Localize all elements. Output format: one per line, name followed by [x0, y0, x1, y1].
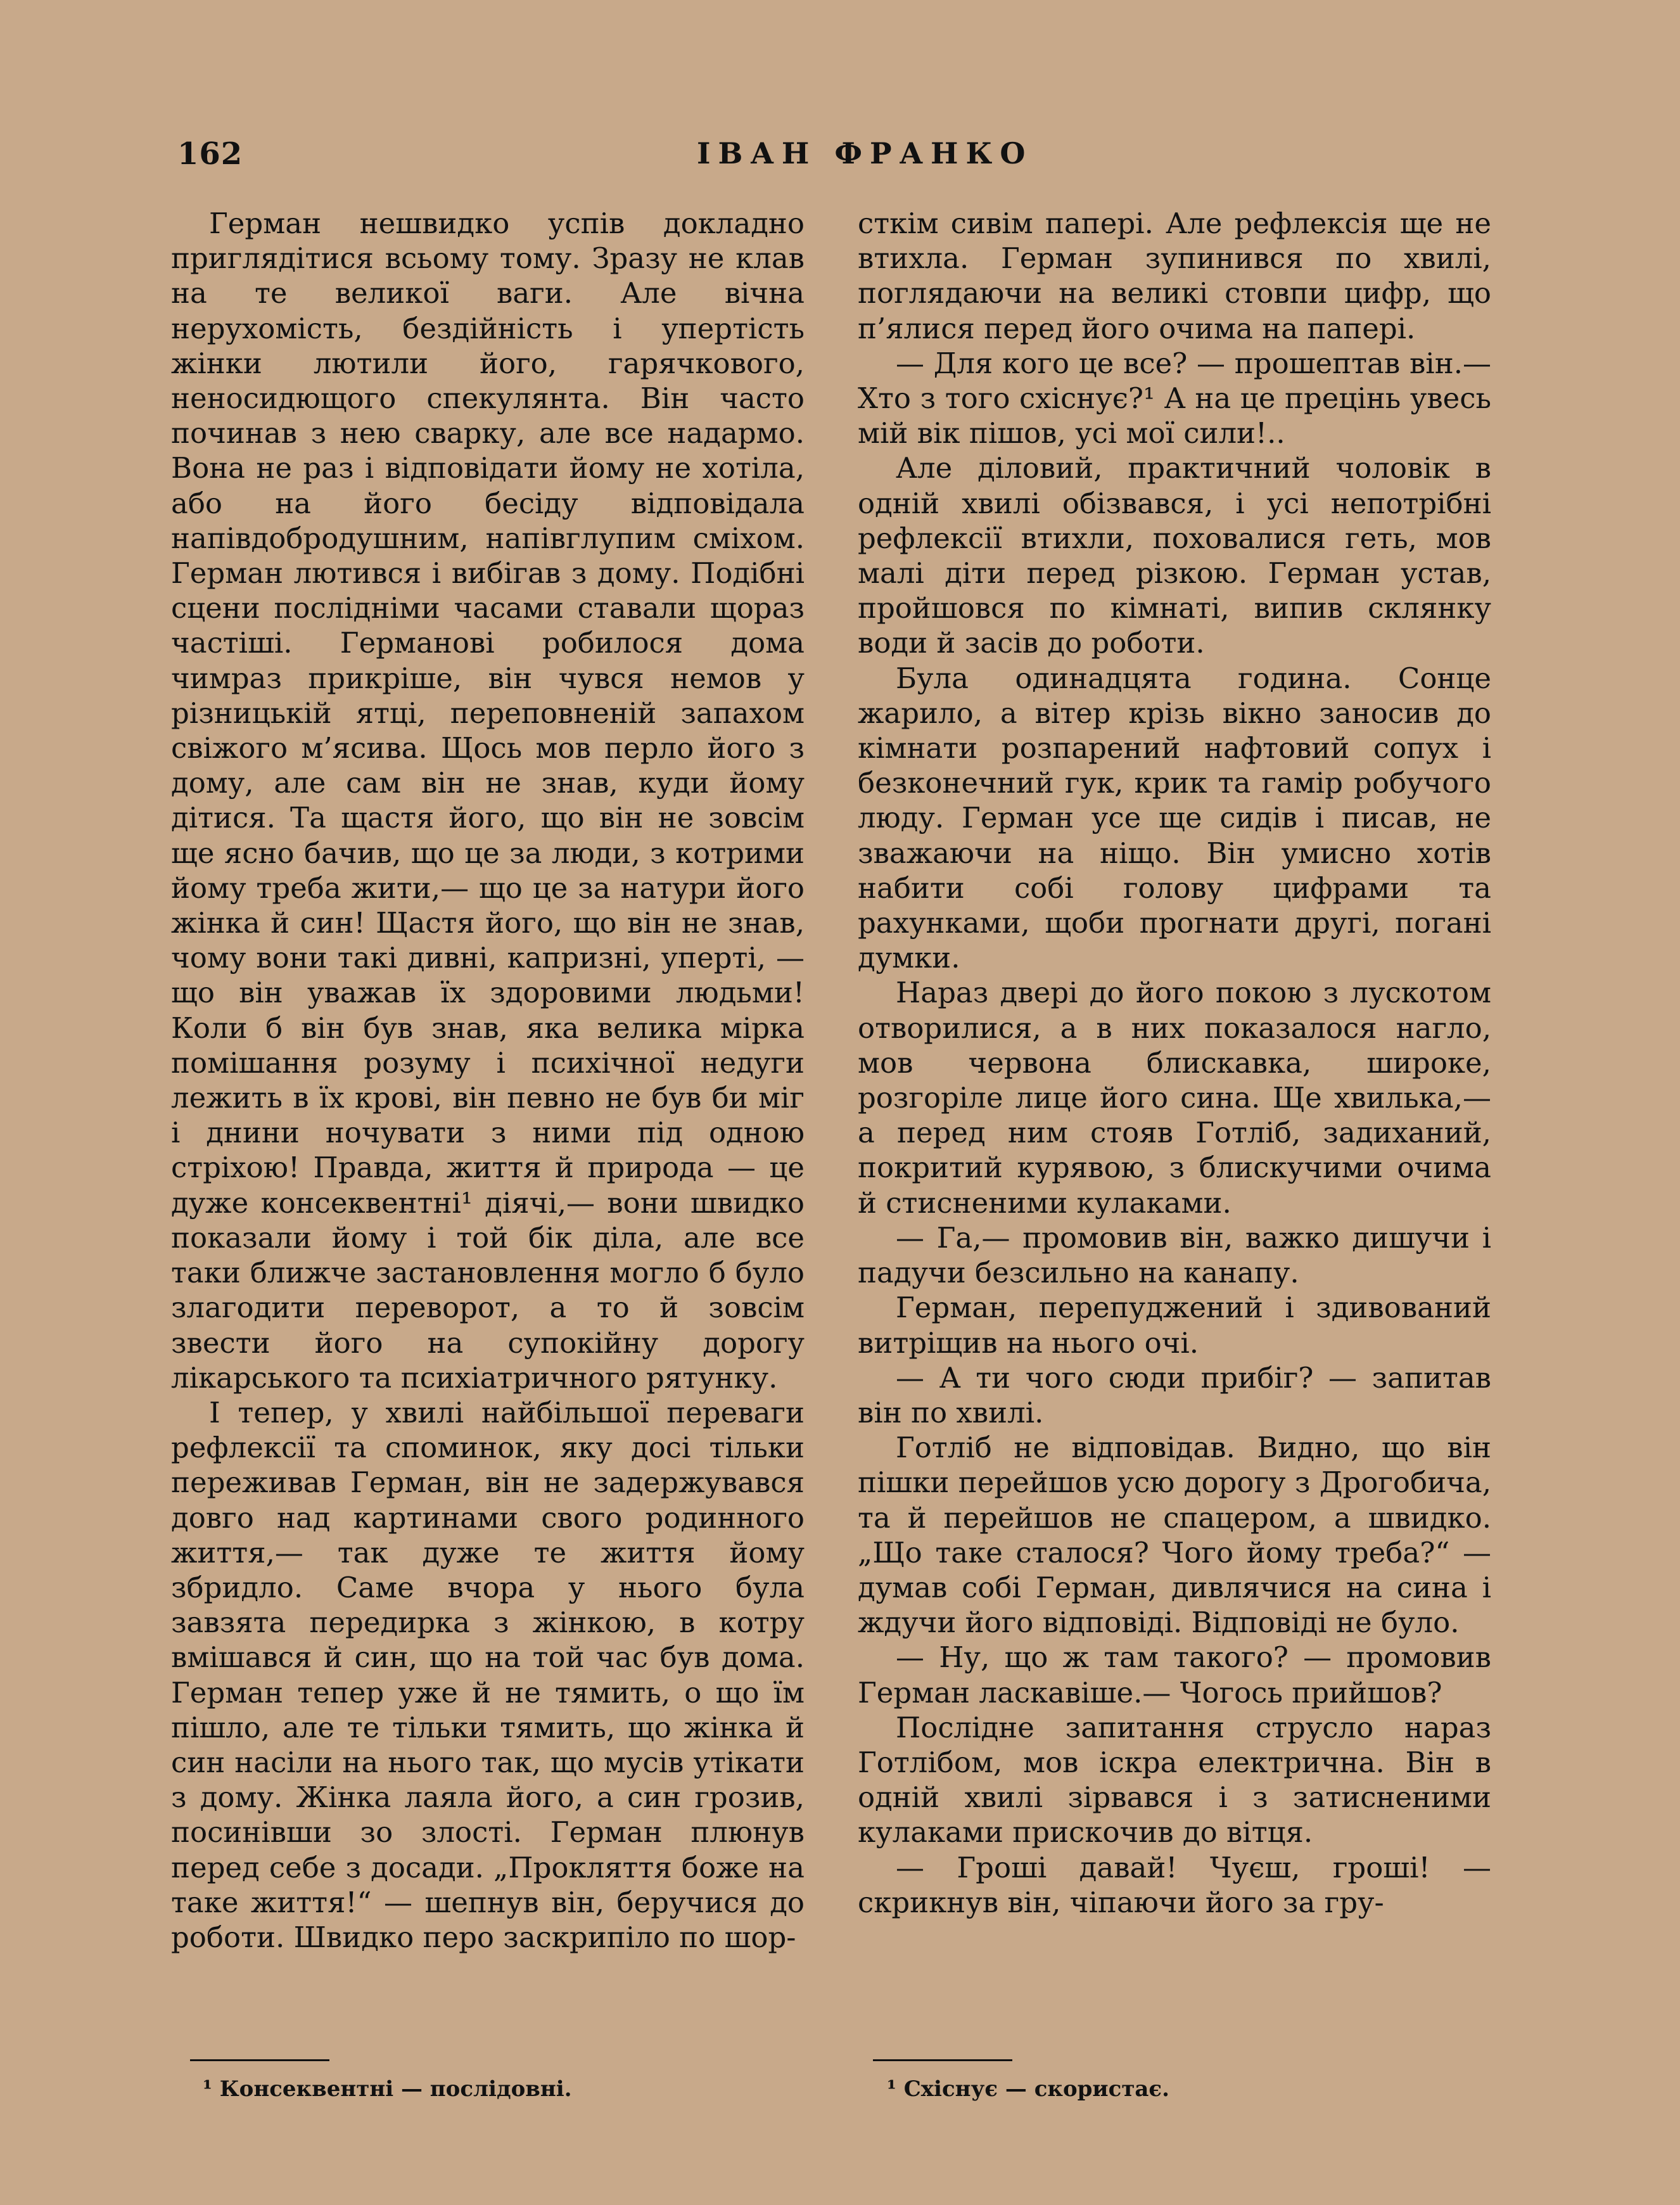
- paragraph: Герман, перепуджений і здивований витріщив на нього очі.: [858, 1291, 1491, 1360]
- footnote-divider: [190, 2059, 329, 2061]
- page-header: [177, 136, 1508, 181]
- page-number: 162: [177, 136, 243, 172]
- paragraph: Але діловий, практичний чоловік в одній хвилі обізвався, і усі непотрібні рефлексії втихли, поховалися геть, мов малі діти перед різкою. Герман устав, пройшовся по кімнаті, випив склянку води й засів до роботи.: [858, 451, 1491, 660]
- left-column: [171, 206, 805, 1955]
- right-column: [858, 206, 1491, 1920]
- paragraph: — Гроші давай! Чуєш, гроші! — скрикнув він, чіпаючи його за гру-: [858, 1850, 1491, 1919]
- paragraph: — А ти чого сюди прибіг? — запитав він по хвилі.: [858, 1360, 1491, 1429]
- footnote-left: ¹ Консеквентні — послідовні.: [203, 2076, 572, 2102]
- paragraph: Послідне запитання струсло нараз Готлібом, мов іскра електрична. Він в одній хвилі зірвався і з затисненими кулаками прискочив до вітця.: [858, 1710, 1491, 1850]
- paragraph: Готліб не відповідав. Видно, що він пішки перейшов усю дорогу з Дрогобича, та й перейшов не спацером, а швидко. „Що таке сталося? Чого йому треба?“ — думав собі Герман, дивлячися на сина і ждучи його відповіді. Відповіді не було.: [858, 1431, 1491, 1640]
- paragraph: Герман нешвидко успів докладно приглядітися всьому тому. Зразу не клав на те великої ваги. Але вічна нерухомість, бездійність і упертість жінки лютили його, гарячкового, неносидющого спекулянта. Він часто починав з нею сварку, але все надармо. Вона не раз і відповідати йому не хотіла, або на його бесіду відповідала напівдобродушним, напівглупим сміхом. Герман лютився і вибігав з дому. Подібні сцени послідніми часами ставали щораз частіші. Германові робилося дома чимраз прикріше, він чувся немов у різницькій ятці, переповненій запахом свіжого м’ясива. Щось мов перло його з дому, але сам він не знав, куди йому дітися. Та щастя його, що він не зовсім ще ясно бачив, що це за люди, з котрими йому треба жити,— що це за натури його жінка й син! Щастя його, що він не знав, чому вони такі дивні, капризні, уперті, — що він уважав їх здоровими людьми! Коли б він був знав, яка велика мірка помішання розуму і психічної недуги лежить в їх крові, він певно не був би міг і днини ночувати з ними під одною стріхою! Правда, життя й природа — це дуже консеквентні¹ діячі,— вони швидко показали йому і той бік діла, але все таки ближче застановлення могло б було злагодити переворот, а то й зовсім звести його на супокійну дорогу лікарського та психіатричного рятунку.: [171, 207, 805, 1395]
- paragraph: Була одинадцята година. Сонце жарило, а вітер крізь вікно заносив до кімнати розпарений нафтовий сопух і безконечний гук, крик та гамір робучого люду. Герман усе ще сидів і писав, не зважаючи на ніщо. Він умисно хотів набити собі голову цифрами та рахунками, щоби прогнати другі, погані думки.: [858, 661, 1491, 975]
- paragraph: — Ну, що ж там такого? — промовив Герман ласкавіше.— Чогось прийшов?: [858, 1640, 1491, 1710]
- footnote-divider: [873, 2059, 1012, 2061]
- running-title: ІВАН ФРАНКО: [697, 136, 1033, 170]
- footnote-right: ¹ Схіснує — скористає.: [887, 2076, 1169, 2102]
- paragraph: — Га,— промовив він, важко дишучи і падучи безсильно на канапу.: [858, 1220, 1491, 1290]
- paragraph: І тепер, у хвилі найбільшої переваги рефлексії та споминок, яку досі тільки переживав Герман, він не задержувався довго над картинами свого родинного життя,— так дуже те життя йому збридло. Саме вчора у нього була завзята передирка з жінкою, в котру вмішався й син, що на той час був дома. Герман тепер уже й не тямить, о що їм пішло, але те тільки тямить, що жінка й син насіли на нього так, що мусів утікати з дому. Жінка лаяла його, а син грозив, посинівши зо злості. Герман плюнув перед себе з досади. „Прокляття боже на таке життя!“ — шепнув він, беручися до роботи. Швидко перо заскрипіло по шор-: [171, 1395, 805, 1954]
- paragraph: Нараз двері до його покою з лускотом отворилися, а в них показалося нагло, мов червона блискавка, широке, розгоріле лице його сина. Ще хвилька,— а перед ним стояв Готліб, задиханий, покритий курявою, з блискучими очима й стисненими кулаками.: [858, 976, 1491, 1220]
- paragraph: — Для кого це все? — прошептав він.— Хто з того схіснує?¹ А на це прецінь увесь мій вік пішов, усі мої сили!..: [858, 346, 1491, 451]
- paragraph-continuation: сткім сивім папері. Але рефлексія ще не втихла. Герман зупинився по хвилі, поглядаючи на великі стовпи цифр, що п’ялися перед його очима на папері.: [858, 207, 1491, 345]
